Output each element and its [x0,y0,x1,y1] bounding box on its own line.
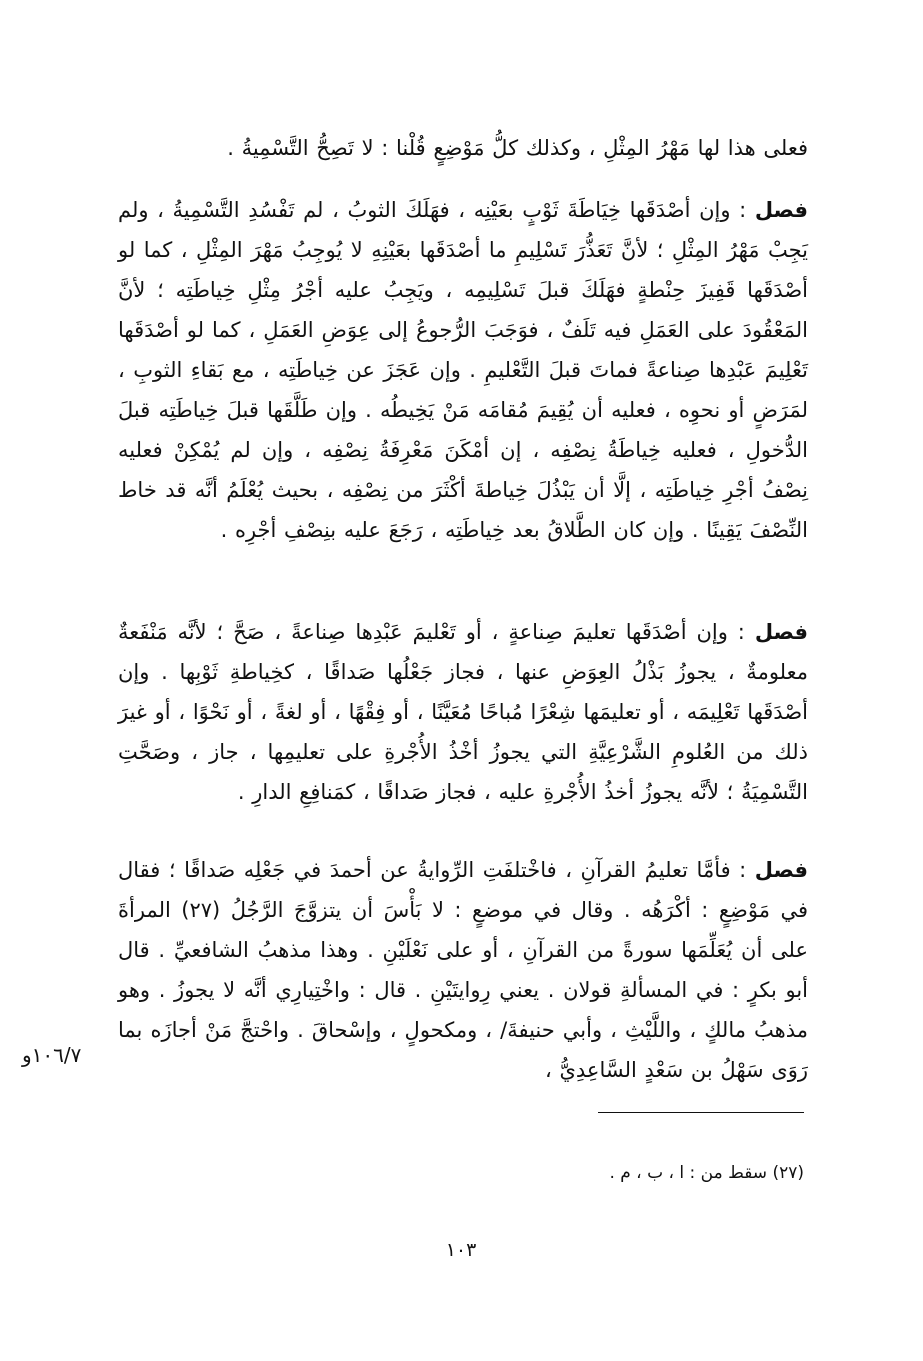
page-number: ١٠٣ [445,1239,477,1261]
paragraph-3 [118,850,808,1090]
footnote: (٢٧) سقط من : ا ، ب ، م . [609,1163,804,1183]
paragraph-1 [118,190,808,550]
paragraph-text: : وإن أصْدَقَها خِيَاطَةَ ثَوْبٍ بعَيْنِه ، فهَلَكَ الثوبُ ، لم تَفْسُدِ التَّسْمِيةُ ، ولم يَجِبْ مَهْرُ المِثْلِ ؛ لأنَّ تَعَذُّرَ تَسْلِيمِ ما أصْدَقَها بعَيْنِهِ لا يُوجِبُ مَهْرَ المِثْلِ ، كما لو أصْدَقَها قَفِيزَ حِنْطةٍ فهَلَكَ قبلَ تَسْلِيمِه ، ويَجِبُ عليه أجْرُ مِثْلِ خِياطَتِه ؛ لأنَّ المَعْقُودَ على العَمَلِ فيه تَلَفٌ ، فوَجَبَ الرُّجوعُ إلى عِوَضِ العَمَلِ ، كما لو أصْدَقَها تَعْلِيمَ عَبْدِها صِناعةً فماتَ قبلَ التَّعْليمِ . وإن عَجَزَ عن خِياطَتِه ، مع بَقاءِ الثوبِ ، لمَرَضٍ أو نحوِه ، فعليه أن يُقِيمَ مُقامَه مَنْ يَخِيطُه . وإن طَلَّقَها قبلَ خِياطَتِه قبلَ الدُّخولِ ، فعليه خِياطَةُ نِصْفِه ، إن أمْكَنَ مَعْرِفَةُ نِصْفِه ، وإن لم يُمْكِنْ فعليه نِصْفُ أجْرِ خِياطَتِه ، إلَّا أن يَبْذُلَ خِياطةَ أكْثَرَ من نِصْفِه ، بحيث يُعْلَمُ أنَّه قد خاط النِّصْفَ يَقِينًا . وإن كان الطَّلاقُ بعد خِياطَتِه ، رَجَعَ عليه بنِصْفِ أجْرِه . [118,198,808,542]
section-label: فصل [754,198,808,222]
intro-line [118,128,808,168]
manuscript-folio-marker: ١٠٦/٧و [22,1043,82,1067]
paragraph-text: : فأمَّا تعليمُ القرآنِ ، فاخْتلفَتِ الرِّوايةُ عن أحمدَ في جَعْلِه صَداقًا ؛ فقال في مَوْضِعٍ : أكْرَهُه . وقال في موضعٍ : لا بَأْسَ أن يتزوَّجَ الرَّجُلُ (٢٧) المرأةَ على أن يُعَلِّمَها سورةً من القرآنِ ، أو على نَعْلَيْنِ . وهذا مذهبُ الشافعيِّ . قال أبو بكرٍ : في المسألةِ قولان . يعني رِوايتَيْنِ . قال : واخْتِيارِي أنَّه لا يجوزُ . وهو مذهبُ مالكٍ ، واللَّيْثِ ، وأبي حنيفةَ/ ، ومكحولٍ ، وإسْحاقَ . واحْتجَّ مَنْ أجازَه بما رَوَى سَهْلُ بن سَعْدٍ السَّاعِدِيُّ ، [118,858,809,1082]
paragraph-text: : وإن أصْدَقَها تعليمَ صِناعةٍ ، أو تَعْليمَ عَبْدِها صِناعةً ، صَحَّ ؛ لأنَّه مَنْفَعةٌ معلومةٌ ، يجوزُ بَذْلُ العِوَضِ عنها ، فجاز جَعْلُها صَداقًا ، كخِياطةِ ثَوْبِها . وإن أصْدَقَها تَعْلِيمَه ، أو تعليمَها شِعْرًا مُباحًا مُعَيَّنًا ، أو فِقْهًا ، أو لغةً ، أو نَحْوًا ، أو غيرَ ذلك من العُلومِ الشَّرْعِيَّةِ التي يجوزُ أخْذُ الأُجْرةِ على تعليمِها ، جاز ، وصَحَّتِ التَّسْمِيَةُ ؛ لأنَّه يجوزُ أخذُ الأُجْرةِ عليه ، فجاز صَداقًا ، كمَنافِعِ الدارِ . [118,620,808,804]
paragraph-2 [118,612,808,812]
intro-text: فعلى هذا لها مَهْرُ المِثْلِ ، وكذلك كلُّ مَوْضِعٍ قُلْنا : لا تَصِحُّ التَّسْمِيةُ . [227,136,808,160]
section-label: فصل [754,858,808,882]
section-label: فصل [754,620,808,644]
footnote-divider [598,1112,804,1113]
